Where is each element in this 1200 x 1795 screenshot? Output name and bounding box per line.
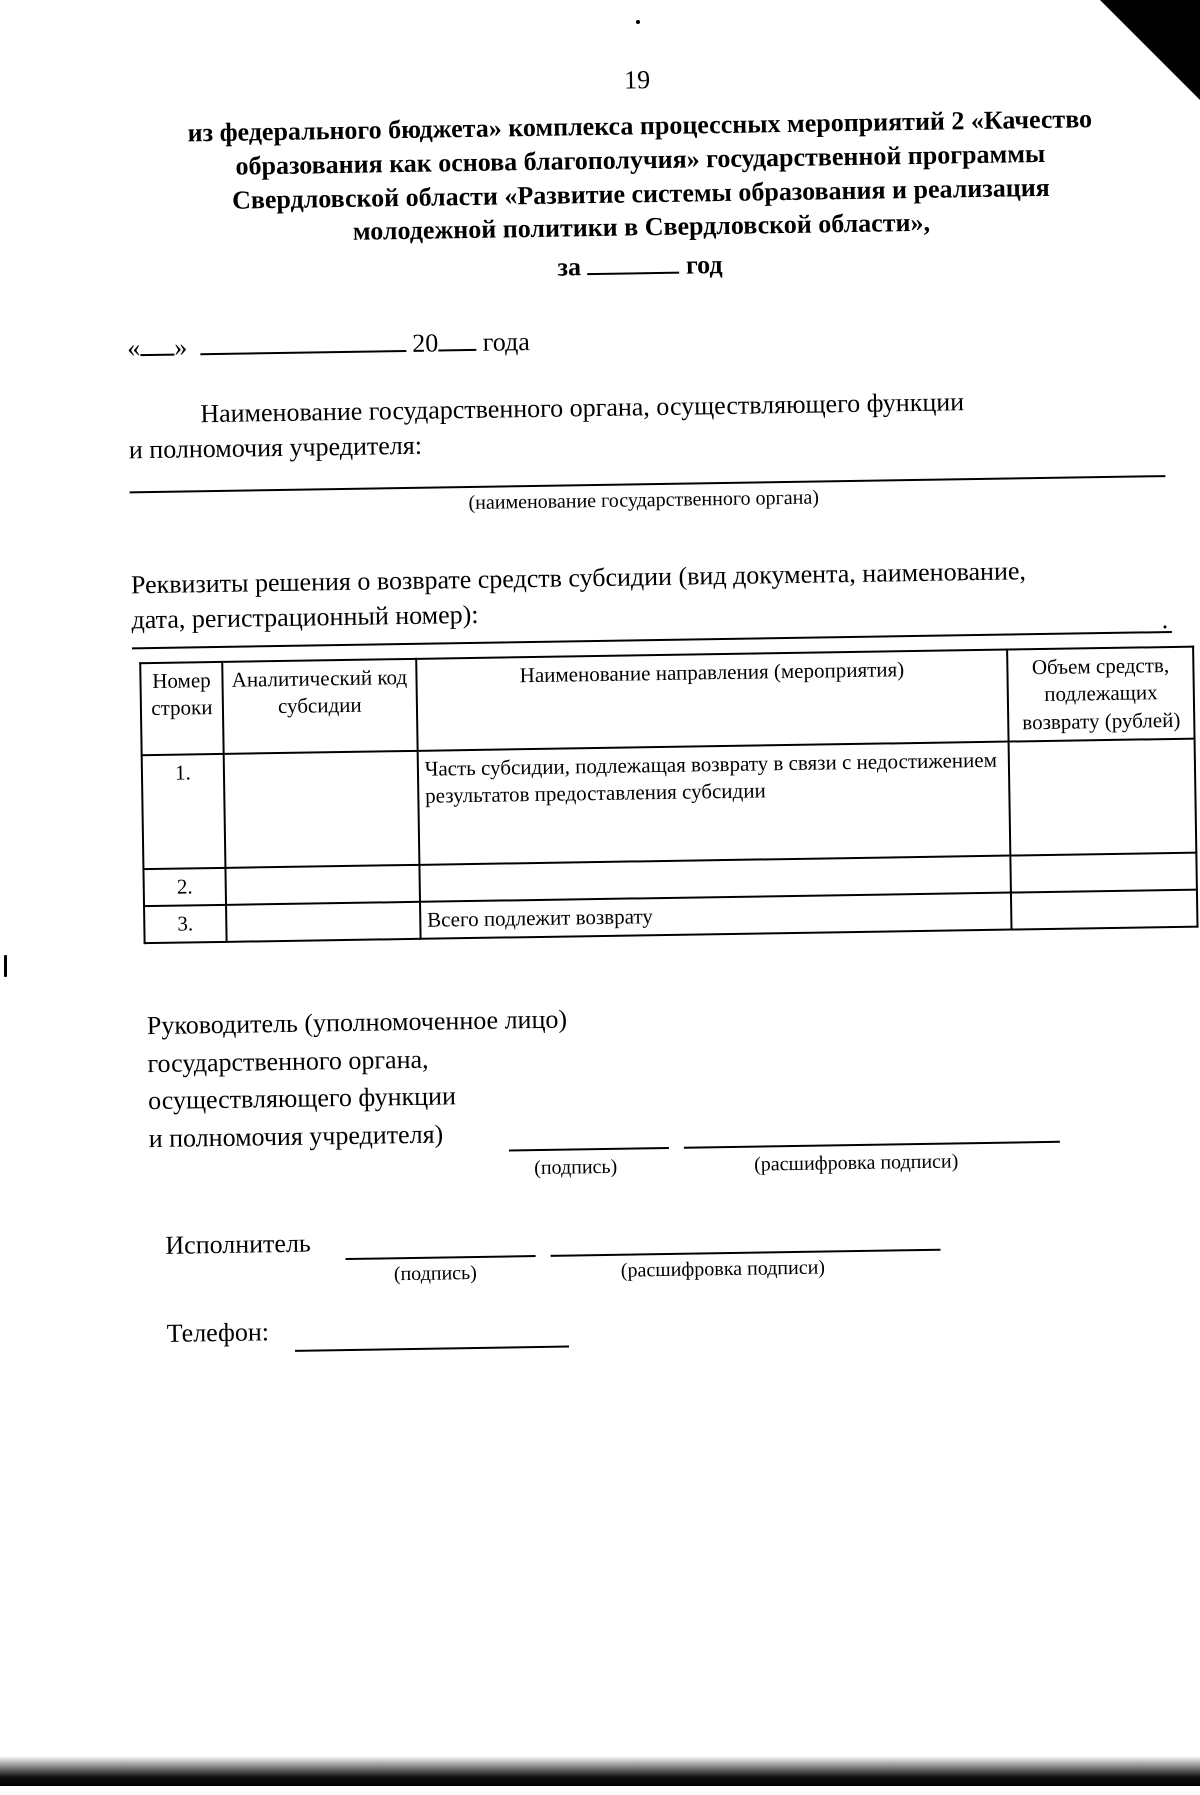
table-row [142, 739, 1197, 870]
organ-text-line: и полномочия учредителя: [128, 430, 423, 465]
requisites-text-line: Реквизиты решения о возврате средств субсидии (вид документа, наименование, [130, 556, 1027, 600]
executor-label: Исполнитель [165, 1228, 312, 1260]
header-code: Аналитический код субсидии [222, 659, 417, 754]
header-direction: Наименование направления (мероприятия) [416, 650, 1009, 751]
table-header-row [140, 647, 1194, 755]
executor-signature-field[interactable] [346, 1255, 536, 1260]
amount-cell[interactable] [1009, 739, 1197, 856]
subsidy-return-table [139, 646, 1198, 945]
header-amount: Объем средств, подлежащих возврату (рублей) [1007, 647, 1194, 742]
title-line: Свердловской области «Развитие системы образования и реализация [231, 172, 1050, 215]
document-title [120, 101, 1162, 253]
head-signature-block [147, 1001, 569, 1158]
requisites-paragraph [131, 551, 1168, 637]
organ-paragraph [128, 381, 1165, 467]
code-cell[interactable] [224, 751, 420, 868]
phone-field[interactable] [295, 1346, 569, 1352]
title-line: из федерального бюджета» комплекса процессных мероприятий 2 «Качество [187, 104, 1093, 148]
open-quote: « [127, 333, 141, 363]
day-field[interactable] [140, 334, 174, 357]
header-row-number: Номер строки [140, 662, 223, 755]
executor-decoding-caption: (расшифровка подписи) [620, 1256, 826, 1282]
amount-cell[interactable] [1011, 853, 1197, 893]
year-prefix: за [557, 252, 582, 282]
executor-decoding-field[interactable] [551, 1249, 941, 1257]
year-field[interactable] [587, 252, 679, 275]
year-prefix: 20 [412, 328, 439, 358]
direction-cell: Часть субсидии, подлежащая возврату в связи с недостижением результатов предоставления субсидии [417, 741, 1010, 864]
year-suffix: год [685, 249, 723, 280]
code-cell[interactable] [226, 902, 420, 942]
date-year-field[interactable] [438, 329, 476, 352]
direction-cell: Всего подлежит возврату [420, 893, 1012, 940]
requisites-text-line: дата, регистрационный номер): [131, 599, 479, 635]
executor-signature-caption: (подпись) [393, 1261, 478, 1286]
title-line: образования как основа благополучия» государственной программы [235, 138, 1046, 181]
requisites-trailing-dot: . [1161, 605, 1169, 635]
close-quote: » [174, 332, 188, 362]
row-number-cell: 2. [143, 868, 226, 907]
head-signature-caption: (подпись) [534, 1155, 618, 1180]
month-field[interactable] [200, 330, 406, 355]
head-decoding-field[interactable] [684, 1141, 1060, 1149]
amount-cell[interactable] [1011, 890, 1197, 930]
date-line [127, 327, 530, 363]
head-signature-line: и полномочия учредителя) [148, 1119, 444, 1154]
code-cell[interactable] [225, 865, 419, 905]
title-line: молодежной политики в Свердловской области», [352, 208, 931, 247]
phone-label: Телефон: [166, 1317, 270, 1348]
organ-text-line: Наименование государственного органа, осуществляющего функции [200, 387, 965, 429]
page-number: 19 [623, 65, 651, 95]
row-number-cell: 3. [144, 905, 227, 944]
head-signature-line: осуществляющего функции [147, 1081, 457, 1116]
organ-caption: (наименование государственного органа) [468, 486, 820, 515]
head-signature-line: государственного органа, [147, 1044, 429, 1078]
row-number-cell: 1. [142, 754, 226, 869]
year-word: года [482, 327, 530, 357]
scan-bottom-shadow [0, 1756, 1200, 1786]
head-signature-line: Руководитель (уполномоченное лицо) [146, 1004, 568, 1041]
head-decoding-caption: (расшифровка подписи) [754, 1150, 959, 1176]
